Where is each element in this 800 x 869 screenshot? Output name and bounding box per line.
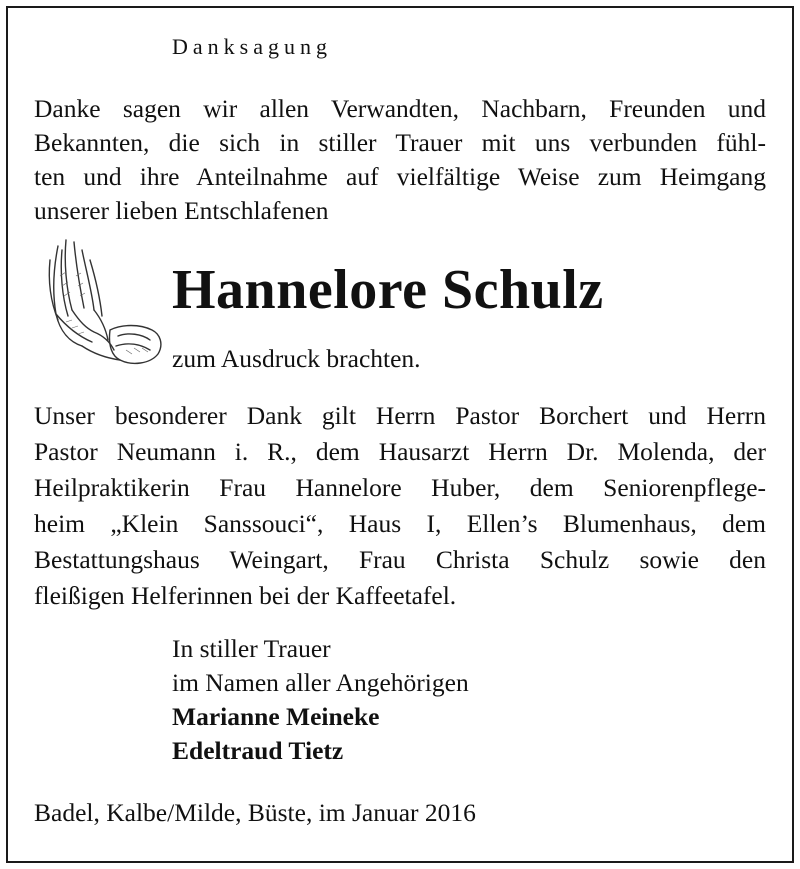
intro-line: ten und ihre Anteilnahme auf vielfältige Weise zum Heimgang bbox=[34, 162, 766, 191]
praying-hands-icon bbox=[36, 236, 166, 370]
thanks-line: heim „Klein Sanssouci“, Haus I, Ellen’s Blumenhaus, dem bbox=[34, 509, 766, 538]
signoff-line: In stiller Trauer bbox=[172, 634, 331, 663]
signer-name: Edeltraud Tietz bbox=[172, 736, 344, 765]
intro-line: Danke sagen wir allen Verwandten, Nachbarn, Freunden und bbox=[34, 94, 766, 123]
intro-line: unserer lieben Entschlafenen bbox=[34, 196, 329, 225]
intro-paragraph bbox=[34, 92, 766, 228]
thanks-line: Unser besonderer Dank gilt Herrn Pastor Borchert und Herrn bbox=[34, 401, 766, 430]
signer-name: Marianne Meineke bbox=[172, 702, 380, 731]
deceased-name: Hannelore Schulz bbox=[172, 259, 604, 321]
thanks-line: fleißigen Helferinnen bei der Kaffeetafel. bbox=[34, 581, 457, 610]
thanks-paragraph bbox=[34, 398, 766, 614]
after-name-text: zum Ausdruck brachten. bbox=[172, 344, 421, 373]
signoff-line: im Namen aller Angehörigen bbox=[172, 668, 469, 697]
intro-line: Bekannten, die sich in stiller Trauer mit uns verbunden fühl- bbox=[34, 128, 766, 157]
thanks-line: Bestattungshaus Weingart, Frau Christa Schulz sowie den bbox=[34, 545, 766, 574]
thanks-line: Heilpraktikerin Frau Hannelore Huber, dem Seniorenpflege- bbox=[34, 473, 766, 502]
notice-heading: Danksagung bbox=[172, 34, 332, 59]
signoff-block bbox=[172, 632, 469, 768]
thanks-line: Pastor Neumann i. R., dem Hausarzt Herrn Dr. Molenda, der bbox=[34, 437, 766, 466]
place-date: Badel, Kalbe/Milde, Büste, im Januar 2016 bbox=[34, 798, 476, 827]
